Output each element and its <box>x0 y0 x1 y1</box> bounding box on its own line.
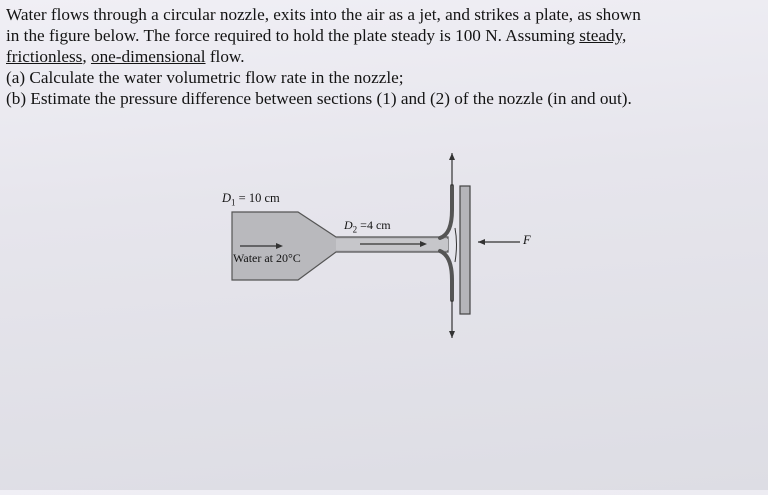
water-label: Water at 20°C <box>233 251 301 265</box>
jet-spread-lower <box>440 251 452 300</box>
d1-label: $D_1 = 10$ cm <box>222 191 280 208</box>
problem-line-2-text: in the figure below. The force required to hold the plate steady is 100 N. Assuming <box>6 26 580 45</box>
plate <box>460 186 470 314</box>
one-dimensional-term: one-dimensional <box>90 47 206 66</box>
separator: , <box>82 47 91 66</box>
force-label: F <box>523 233 531 247</box>
up-arrow <box>449 153 455 160</box>
down-arrow <box>449 331 455 338</box>
steady-term: steady, <box>579 26 627 45</box>
frictionless-term: frictionless <box>6 47 83 66</box>
jet-spread-upper <box>440 186 452 238</box>
flow-text: flow. <box>205 47 245 66</box>
part-b: (b) Estimate the pressure difference between sections (1) and (2) of the nozzle (in and out). <box>6 89 632 108</box>
d2-label: $D_2 =4$ cm <box>344 218 391 235</box>
part-a: (a) Calculate the water volumetric flow rate in the nozzle; <box>6 68 404 87</box>
problem-line-1: Water flows through a circular nozzle, exits into the air as a jet, and strikes a plate, as shown <box>6 5 641 24</box>
